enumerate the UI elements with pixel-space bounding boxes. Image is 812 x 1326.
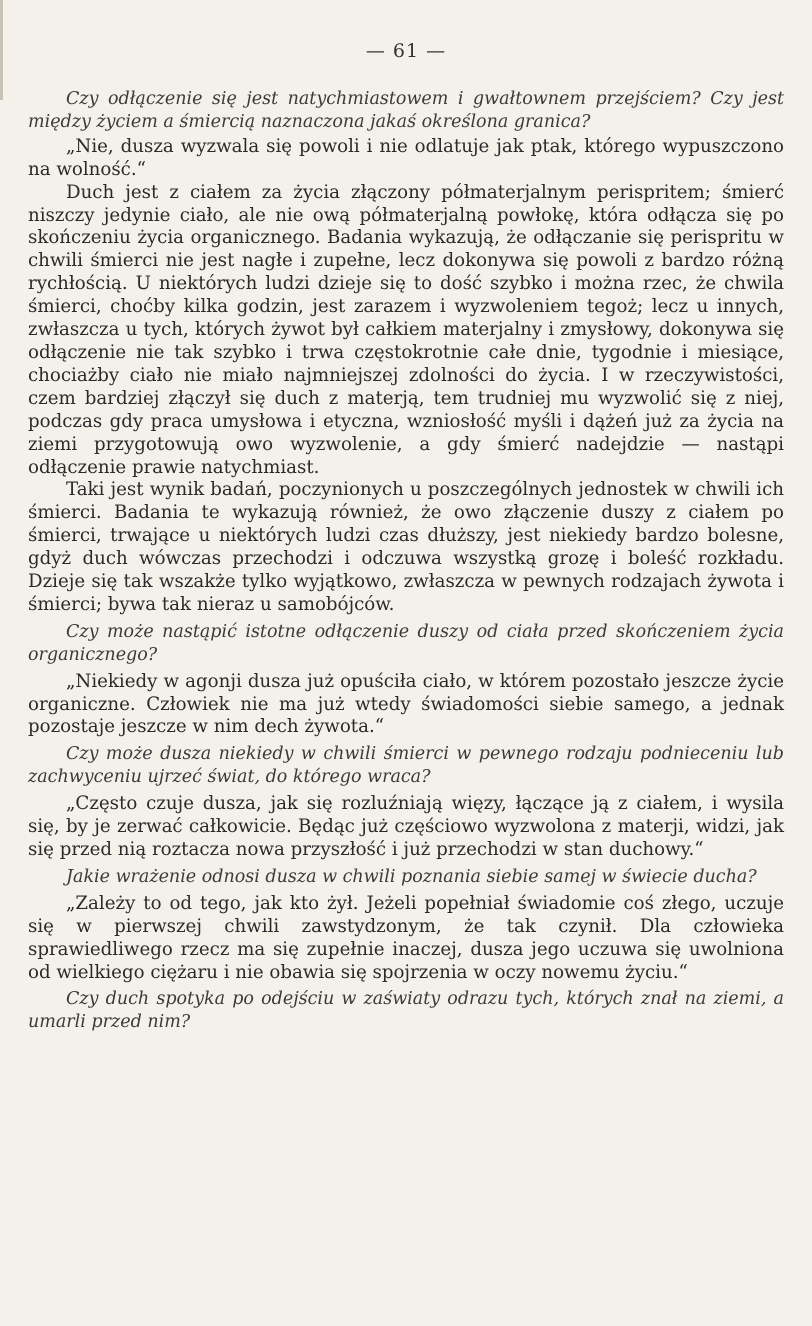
question-paragraph: Jakie wrażenie odnosi dusza w chwili poznania siebie samej w świecie ducha? <box>66 866 757 887</box>
answer-paragraph: „Często czuje dusza, jak się rozluźniają więzy, łączące ją z ciałem, i wysila się, by je zerwać całkowicie. Będąc już częściowo wyzwolona z materji, widzi, jak się przed nią roztacza nowa przyszłość i już przechodzi w stan duchowy.“ <box>28 793 784 860</box>
commentary-paragraph: Taki jest wynik badań, poczynionych u poszczególnych jednostek w chwili ich śmierci. Badania te wykazują również, że owo złączenie duszy z ciałem po śmierci, trwające u niektórych ludzi czas dłuższy, jest niekiedy bardzo bolesne, gdyż duch wówczas przechodzi i odczuwa wszystką grozę i boleść rozkładu. Dzieje się tak wszakże tylko wyjątkowo, zwłaszcza w pewnych rodzajach żywota i śmierci; bywa tak nieraz u samobójców. <box>28 479 784 615</box>
answer-paragraph: „Zależy to od tego, jak kto żył. Jeżeli popełniał świadomie coś złego, uczuje się w pierwszej chwili zawstydzonym, że tak czynił. Dla człowieka sprawiedliwego rzecz ma się zupełnie inaczej, dusza jego uczuwa się uwolniona od wielkiego ciężaru i nie obawia się spojrzenia w oczy nowemu życiu.“ <box>28 892 784 983</box>
question-paragraph: Czy odłączenie się jest natychmiastowem i gwałtownem przejściem? Czy jest między życiem a śmiercią naznaczona jakaś określona granica? <box>28 89 784 132</box>
question-paragraph: Czy duch spotyka po odejściu w zaświaty odrazu tych, których znał na ziemi, a umarli przed nim? <box>28 989 784 1033</box>
commentary-paragraph: Duch jest z ciałem za życia złączony półmaterjalnym perispritem; śmierć niszczy jedynie ciało, ale nie ową półmaterjalną powłokę, która odłącza się po skończeniu życia organicznego. Badania wykazują, że odłączanie się perispritu w chwili śmierci nie jest nagłe i zupełne, lecz dokonywa się powoli z bardzo różną rychłością. U niektórych ludzi dzieje się to dość szybko i można rzec, że chwila śmierci, choćby kilka godzin, jest zarazem i wyzwoleniem tegoż; lecz u innych, zwłaszcza u tych, których żywot był całkiem materjalny i zmysłowy, dokonywa się odłączenie nie tak szybko i trwa częstokrotnie całe dnie, tygodnie i miesiące, chociażby ciało nie miało najmniejszej zdolności do życia. I w rzeczywistości, czem bardziej złączył się duch z materją, tem trudniej mu wyzwolić się z niej, podczas gdy praca umysłowa i etyczna, wzniosłość myśli i dążeń już za życia na ziemi przygotowują owo wyzwolenie, a gdy śmierć nadejdzie — nastąpi odłączenie prawie natychmiast. <box>28 181 784 478</box>
question-paragraph: Czy może nastąpić istotne odłączenie duszy od ciała przed skończeniem życia organicznego? <box>28 621 784 665</box>
question-paragraph: Czy może dusza niekiedy w chwili śmierci w pewnego rodzaju podnieceniu lub zachwyceniu ujrzeć świat, do którego wraca? <box>28 744 784 788</box>
page-number: — 61 — <box>365 40 447 62</box>
page-body <box>28 88 784 1038</box>
answer-paragraph: „Niekiedy w agonji dusza już opuściła ciało, w którem pozostało jeszcze życie organiczne. Człowiek nie ma już wtedy świadomości siebie samego, a jednak pozostaje jeszcze w nim dech żywota.“ <box>28 670 784 738</box>
answer-paragraph: „Nie, dusza wyzwala się powoli i nie odlatuje jak ptak, którego wypuszczono na wolność.“ <box>28 135 784 180</box>
